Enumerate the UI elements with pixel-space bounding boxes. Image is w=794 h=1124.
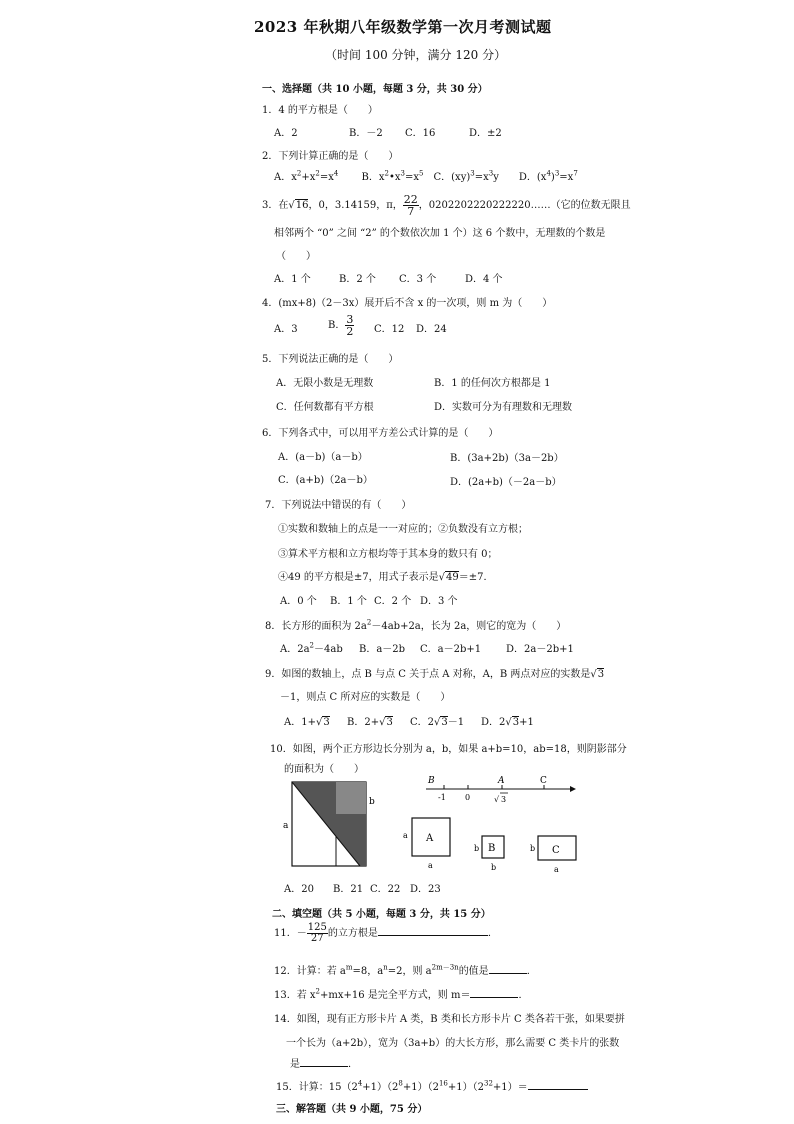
question-9-option-a: A．1+√3	[284, 717, 330, 728]
card-c-side: b	[530, 844, 536, 853]
question-7-statement-2: ③算术平方根和立方根均等于其本身的数只有 0；	[278, 549, 498, 560]
question-9-line2: －1，则点 C 所对应的实数是（ ）	[280, 692, 451, 703]
question-3-option-a: A．1 个	[274, 274, 311, 285]
page-subtitle: （时间 100 分钟，满分 120 分）	[325, 48, 507, 62]
question-7-option-b: B．1 个	[330, 596, 367, 607]
question-9-option-c: C．2√3－1	[410, 717, 465, 728]
question-14-line1: 14．如图，现有正方形卡片 A 类，B 类和长方形卡片 C 类各若干张，如果要拼	[274, 1014, 625, 1025]
question-3-option-c: C．3 个	[399, 274, 437, 285]
figure-two-squares	[280, 778, 380, 873]
question-6-stem: 6．下列各式中，可以用平方差公式计算的是（ ）	[262, 428, 499, 439]
question-6-option-d: D．(2a+b)（－2a－b）	[450, 477, 562, 488]
section-heading-solve: 三、解答题（共 9 小题，75 分）	[276, 1104, 428, 1115]
question-7-option-d: D．3 个	[420, 596, 458, 607]
question-14-line3: 是 ．	[290, 1059, 358, 1070]
card-b-bottom: b	[491, 863, 497, 872]
question-3-option-d: D．4 个	[465, 274, 503, 285]
figure-label-b: b	[369, 797, 375, 807]
question-6-option-b: B．(3a+2b)（3a－2b）	[450, 453, 564, 464]
question-3-option-b: B．2 个	[339, 274, 376, 285]
question-6-option-c: C．(a+b)（2a－b）	[278, 475, 373, 486]
question-4-stem: 4．(mx+8)（2－3x）展开后不含 x 的一次项，则 m 为（ ）	[262, 298, 553, 309]
axis-label-b: B	[428, 776, 435, 786]
card-a-side: a	[403, 831, 408, 840]
answer-blank-13[interactable]	[470, 997, 518, 998]
question-14-line2: 一个长为（a+2b），宽为（3a+b）的大长方形，那么需要 C 类卡片的张数	[286, 1038, 620, 1049]
axis-label-c: C	[540, 776, 547, 786]
question-10-line2: 的面积为（ ）	[284, 764, 364, 775]
question-5-stem: 5．下列说法正确的是（ ）	[262, 354, 399, 365]
question-5-option-b: B．1 的任何次方根都是 1	[434, 378, 551, 389]
question-8-stem: 8．长方形的面积为 $2a^2-4ab+2a$，长为 2a，则它的宽为（ ）	[265, 618, 567, 632]
answer-blank-14[interactable]	[300, 1066, 348, 1067]
question-1-option-b: B．－2	[349, 128, 383, 139]
question-2-stem: 2．下列计算正确的是（ ）	[262, 151, 399, 162]
question-8-option-d: D．2a－2b+1	[506, 644, 574, 655]
question-2-options: A．$x^2+x^2=x^4$ B．$x^2•x^3=x^5$ C．$(xy)^3=x^3y$ D．$(x^4)^3=x^7$	[274, 169, 578, 183]
question-4-option-b: B． $\frac{3}{2}$	[328, 313, 354, 338]
figure-label-a: a	[283, 821, 289, 831]
question-15: 15．计算：$15(2^4+1)(2^8+1)(2^{16}+1)(2^{32}+1)=$	[276, 1078, 588, 1093]
question-7-option-c: C．2 个	[374, 596, 412, 607]
card-b-side: b	[474, 844, 480, 853]
axis-label-a: A	[498, 776, 505, 786]
axis-tick-sqrt3: √	[494, 795, 500, 804]
question-9-option-b: B．2+√3	[347, 717, 393, 728]
section-heading-fill: 二、填空题（共 5 小题，每题 3 分，共 15 分）	[272, 909, 491, 920]
question-7-stem: 7．下列说法中错误的有（ ）	[265, 500, 412, 511]
question-9-option-d: D．2√3+1	[481, 717, 534, 728]
question-7-statement-3: ④49 的平方根是±7，用式子表示是√49＝±7．	[278, 572, 494, 583]
question-3-line1: 3．在√16，0，3.14159，π， $\frac{22}{7}$ ，0202202220222220……（它的位数无限且	[262, 193, 631, 218]
question-12: 12．计算：若 $a^m=8$，$a^n=2$，则 $a^{2m-3n}$的值是 ．	[274, 963, 537, 977]
question-4-option-d: D．24	[416, 324, 447, 335]
question-13: 13．若 $x^2+mx+16$ 是完全平方式，则 m＝ ．	[274, 987, 529, 1001]
question-5-option-d: D．实数可分为有理数和无理数	[434, 402, 573, 413]
question-3-line2: 相邻两个 “0” 之间 “2” 的个数依次加 1 个）这 6 个数中，无理数的个数是	[274, 228, 606, 239]
question-4-option-a: A．3	[274, 324, 298, 335]
question-5-option-a: A．无限小数是无理数	[276, 378, 374, 389]
question-10-option-a: A．20	[284, 884, 314, 895]
card-a-label: A	[426, 833, 434, 844]
card-a-bottom: a	[428, 861, 433, 870]
question-6-option-a: A．(a－b)（a－b）	[278, 452, 368, 463]
question-1-option-a: A．2	[274, 128, 298, 139]
question-1-option-d: D．±2	[469, 128, 502, 139]
section-heading-choice: 一、选择题（共 10 小题，每题 3 分，共 30 分）	[262, 84, 488, 95]
axis-tick-minus-one: -1	[438, 793, 446, 802]
axis-tick-sqrt3-value: 3	[501, 795, 507, 804]
question-9-line1: 9．如图的数轴上，点 B 与点 C 关于点 A 对称，A，B 两点对应的实数是√3	[265, 669, 605, 680]
answer-blank-15[interactable]	[528, 1089, 588, 1090]
card-c-label: C	[552, 845, 560, 856]
question-7-option-a: A．0 个	[280, 596, 317, 607]
answer-blank-12[interactable]	[489, 973, 527, 974]
question-3-line3: （ ）	[276, 251, 316, 262]
answer-blank-11[interactable]	[378, 935, 488, 936]
card-c-bottom: a	[554, 865, 559, 874]
question-8-option-c: C．a－2b+1	[420, 644, 482, 655]
question-10-option-d: D．23	[410, 884, 441, 895]
card-b-label: B	[488, 843, 496, 854]
question-10-option-b: B．21	[333, 884, 364, 895]
figure-cards	[400, 814, 590, 876]
question-5-option-c: C．任何数都有平方根	[276, 402, 374, 413]
question-4-option-c: C．12	[374, 324, 405, 335]
figure-number-line	[420, 772, 580, 806]
question-1-option-c: C．16	[405, 128, 436, 139]
page-title: 2023 年秋期八年级数学第一次月考测试题	[254, 18, 552, 36]
question-7-statement-1: ①实数和数轴上的点是一一对应的；②负数没有立方根；	[278, 524, 528, 535]
question-11: 11．－ $\frac{125}{27}$ 的立方根是 ．	[274, 922, 498, 944]
question-1-stem: 1．4 的平方根是（ ）	[262, 105, 378, 116]
question-8-option-a: A．$2a^2-4ab$	[280, 641, 343, 655]
question-10-line1: 10．如图，两个正方形边长分别为 a，b，如果 a+b=10，ab=18，则阴影部分	[270, 744, 627, 755]
question-10-option-c: C．22	[370, 884, 401, 895]
question-8-option-b: B．a－2b	[359, 644, 406, 655]
axis-tick-zero: 0	[465, 793, 471, 802]
